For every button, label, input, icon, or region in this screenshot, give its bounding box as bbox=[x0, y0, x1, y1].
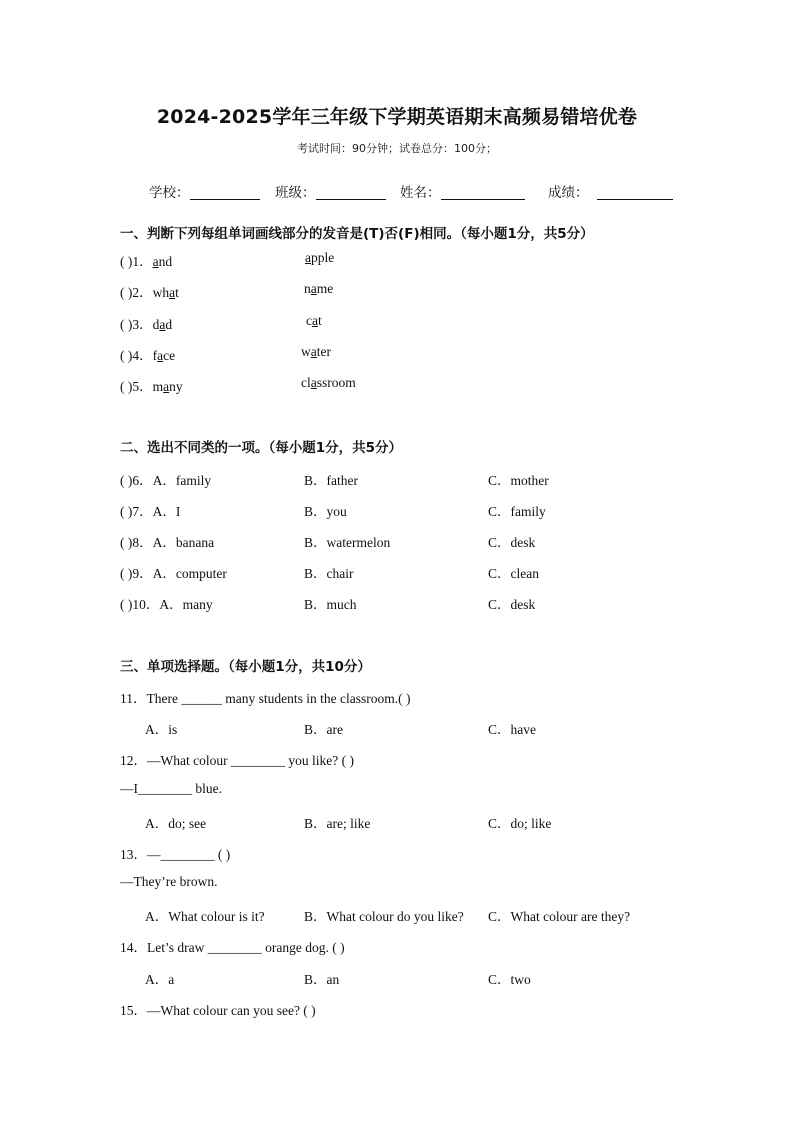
q14-option-c: C．two bbox=[488, 972, 531, 987]
q11-stem: 11．There ______ many students in the classroom.( ) bbox=[120, 691, 411, 706]
name-blank[interactable] bbox=[441, 185, 525, 200]
q13-option-b: B．What colour do you like? bbox=[304, 909, 464, 924]
school-label: 学校： bbox=[149, 185, 190, 201]
s2-item-7-a: ( )7．A．I bbox=[120, 504, 181, 519]
s1-item-3-word2: cat bbox=[306, 313, 322, 328]
score-label: 成绩： bbox=[548, 185, 589, 201]
s2-item-6-b: B．father bbox=[304, 473, 358, 488]
page-title: 2024-2025学年三年级下学期英语期末高频易错培优卷 bbox=[156, 106, 638, 128]
q12-option-b: B．are; like bbox=[304, 816, 371, 831]
q13-line2: —They’re brown. bbox=[120, 874, 218, 889]
s2-item-6-c: C．mother bbox=[488, 473, 549, 488]
s1-item-1-prefix: ( )1． bbox=[120, 254, 153, 269]
q12-option-c: C．do; like bbox=[488, 816, 552, 831]
section2-heading: 二、选出不同类的一项。（每小题1分，共5分） bbox=[120, 440, 403, 456]
s1-item-3-prefix: ( )3． bbox=[120, 317, 153, 332]
s1-item-5: ( )5．many bbox=[120, 379, 183, 394]
exam-subtitle: 考试时间：90分钟；试卷总分：100分； bbox=[297, 142, 497, 155]
name-label: 姓名： bbox=[400, 185, 441, 201]
s2-item-9-a: ( )9．A．computer bbox=[120, 566, 227, 581]
q13-option-c: C．What colour are they? bbox=[488, 909, 631, 924]
s2-item-8-c: C．desk bbox=[488, 535, 536, 550]
q12-option-a: A．do; see bbox=[145, 816, 207, 831]
class-field bbox=[275, 181, 386, 201]
s2-item-8-b: B．watermelon bbox=[304, 535, 391, 550]
q12-stem: 12．—What colour ________ you like? ( ) bbox=[120, 753, 354, 768]
score-blank[interactable] bbox=[597, 185, 673, 200]
q11-option-c: C．have bbox=[488, 722, 536, 737]
s1-item-4-prefix: ( )4． bbox=[120, 348, 153, 363]
s1-item-3: ( )3．dad bbox=[120, 317, 173, 332]
q14-option-a: A．a bbox=[145, 972, 175, 987]
s2-item-7-b: B．you bbox=[304, 504, 347, 519]
s2-item-8-a: ( )8．A．banana bbox=[120, 535, 215, 550]
q11-option-b: B．are bbox=[304, 722, 343, 737]
q15-stem: 15．—What colour can you see? ( ) bbox=[120, 1003, 316, 1018]
school-blank[interactable] bbox=[190, 185, 260, 200]
s1-item-1-word2: apple bbox=[305, 250, 335, 265]
s1-item-4-word2: water bbox=[301, 344, 331, 359]
s2-item-10-a: ( )10．A．many bbox=[120, 597, 213, 612]
s2-item-6-a: ( )6．A．family bbox=[120, 473, 212, 488]
class-blank[interactable] bbox=[316, 185, 386, 200]
q13-stem: 13．—________ ( ) bbox=[120, 847, 231, 862]
q12-line2: —I________ blue. bbox=[120, 781, 222, 796]
s1-item-5-prefix: ( )5． bbox=[120, 379, 153, 394]
section3-heading: 三、单项选择题。（每小题1分，共10分） bbox=[120, 659, 371, 675]
s2-item-9-c: C．clean bbox=[488, 566, 539, 581]
section1-heading: 一、判断下列每组单词画线部分的发音是(T)否(F)相同。（每小题1分，共5分） bbox=[120, 226, 594, 242]
school-field bbox=[149, 181, 260, 201]
q14-option-b: B．an bbox=[304, 972, 340, 987]
s1-item-2: ( )2．what bbox=[120, 285, 179, 300]
class-label: 班级： bbox=[275, 185, 316, 201]
q14-stem: 14．Let’s draw ________ orange dog. ( ) bbox=[120, 940, 345, 955]
s2-item-7-c: C．family bbox=[488, 504, 546, 519]
s1-item-5-word2: classroom bbox=[301, 375, 356, 390]
score-field bbox=[548, 181, 673, 201]
q13-option-a: A．What colour is it? bbox=[145, 909, 265, 924]
q11-option-a: A．is bbox=[145, 722, 178, 737]
s2-item-10-b: B．much bbox=[304, 597, 357, 612]
name-field bbox=[400, 181, 525, 201]
s1-item-2-prefix: ( )2． bbox=[120, 285, 153, 300]
s1-item-2-word2: name bbox=[304, 281, 334, 296]
s2-item-10-c: C．desk bbox=[488, 597, 536, 612]
s2-item-9-b: B．chair bbox=[304, 566, 354, 581]
s1-item-4: ( )4．face bbox=[120, 348, 176, 363]
s1-item-1: ( )1．and bbox=[120, 254, 173, 269]
